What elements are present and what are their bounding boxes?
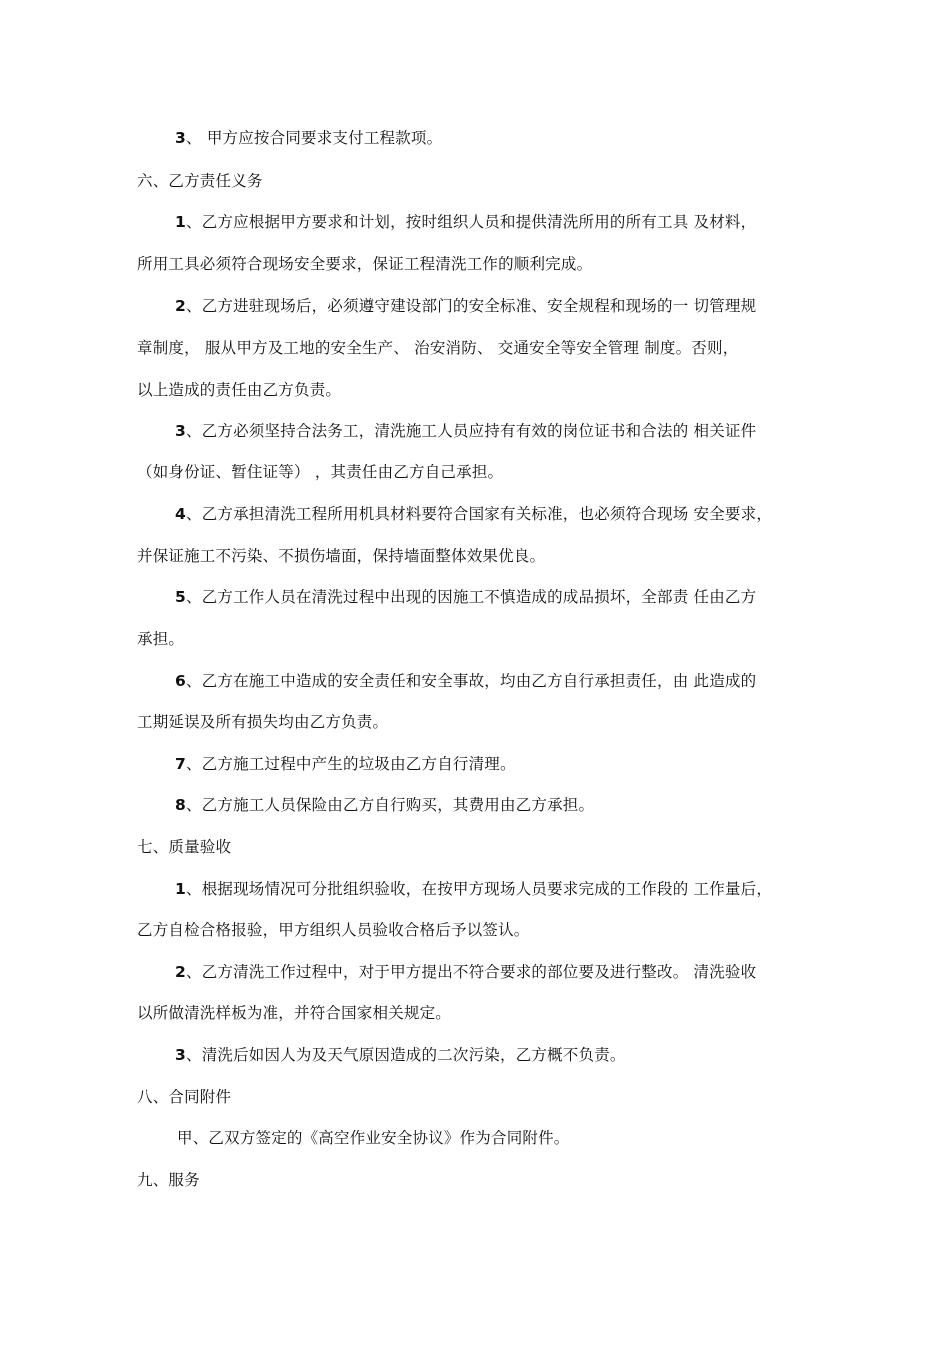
clause-text: 、根据现场情况可分批组织验收，在按甲方现场人员要求完成的工作段的 工作量后， (186, 880, 773, 898)
heading-text: 六、乙方责任义务 (137, 172, 263, 190)
heading-text: 九、服务 (137, 1171, 200, 1189)
clause-text: 甲、乙双方签定的《高空作业安全协议》作为合同附件。 (177, 1129, 570, 1147)
clause-line (175, 504, 772, 524)
section-heading (137, 837, 231, 857)
clause-continuation (137, 462, 503, 482)
clause-line (175, 962, 756, 982)
clause-continuation (137, 338, 738, 358)
clause-number: 6 (175, 672, 186, 690)
clause-line (175, 587, 756, 607)
clause-number: 7 (175, 755, 186, 773)
clause-number: 2 (175, 297, 186, 315)
clause-number: 3 (175, 129, 186, 147)
clause-text: 承担。 (137, 630, 185, 648)
clause-text: 所用工具必须符合现场安全要求，保证工程清洗工作的顺利完成。 (137, 255, 593, 273)
clause-line (175, 421, 756, 441)
clause-continuation (137, 380, 341, 400)
clause-number: 8 (175, 796, 186, 814)
section-heading (137, 171, 263, 191)
clause-number: 1 (175, 213, 186, 231)
clause-text: 、乙方应根据甲方要求和计划，按时组织人员和提供清洗所用的所有工具 及材料， (186, 213, 757, 231)
clause-number: 2 (175, 963, 186, 981)
clause-continuation (137, 629, 184, 649)
clause-number: 5 (175, 588, 186, 606)
clause-text: 、乙方进驻现场后，必须遵守建设部门的安全标准、安全规程和现场的一 切管理规 (186, 297, 757, 315)
clause-number: 3 (175, 1046, 186, 1064)
clause-text: 、乙方施工人员保险由乙方自行购买，其费用由乙方承担。 (186, 796, 595, 814)
clause-line (175, 879, 772, 899)
clause-number: 4 (175, 505, 186, 523)
clause-line (175, 671, 756, 691)
section-heading (137, 1170, 200, 1190)
clause-continuation (137, 546, 545, 566)
clause-text: 乙方自检合格报验，甲方组织人员验收合格后予以签认。 (137, 921, 530, 939)
clause-line (177, 1128, 570, 1148)
clause-text: 、 甲方应按合同要求支付工程款项。 (186, 129, 443, 147)
clause-line (175, 212, 756, 232)
heading-text: 七、质量验收 (137, 838, 232, 856)
clause-text: 、乙方工作人员在清洗过程中出现的因施工不慎造成的成品损坏，全部责 任由乙方 (186, 588, 757, 606)
clause-text: 工期延误及所有损失均由乙方负责。 (137, 713, 389, 731)
heading-text: 八、合同附件 (137, 1088, 232, 1106)
clause-line (175, 754, 516, 774)
section-heading (137, 1087, 231, 1107)
clause-text: 并保证施工不污染、不损伤墙面，保持墙面整体效果优良。 (137, 547, 546, 565)
clause-continuation (137, 254, 592, 274)
clause-text: 、乙方必须坚持合法务工，清洗施工人员应持有有效的岗位证书和合法的 相关证件 (186, 422, 757, 440)
clause-continuation (137, 712, 388, 732)
clause-continuation (137, 920, 530, 940)
clause-line (175, 128, 442, 148)
clause-text: 、乙方在施工中造成的安全责任和安全事故，均由乙方自行承担责任，由 此造成的 (186, 672, 757, 690)
clause-text: 、乙方承担清洗工程所用机具材料要符合国家有关标准，也必须符合现场 安全要求， (186, 505, 773, 523)
clause-line (175, 795, 594, 815)
clause-continuation (137, 1003, 451, 1023)
clause-text: 以所做清洗样板为准，并符合国家相关规定。 (137, 1004, 452, 1022)
clause-text: 、清洗后如因人为及天气原因造成的二次污染，乙方概不负责。 (186, 1046, 626, 1064)
clause-text: 、乙方施工过程中产生的垃圾由乙方自行清理。 (186, 755, 516, 773)
clause-line (175, 1045, 626, 1065)
clause-text: 、乙方清洗工作过程中，对于甲方提出不符合要求的部位要及进行整改。 清洗验收 (186, 963, 757, 981)
clause-number: 1 (175, 880, 186, 898)
clause-text: （如身份证、暂住证等） ，其责任由乙方自己承担。 (137, 463, 504, 481)
clause-text: 章制度， 服从甲方及工地的安全生产、 治安消防、 交通安全等安全管理 制度。否则， (137, 339, 739, 357)
clause-text: 以上造成的责任由乙方负责。 (137, 381, 342, 399)
clause-number: 3 (175, 422, 186, 440)
clause-line (175, 296, 756, 316)
